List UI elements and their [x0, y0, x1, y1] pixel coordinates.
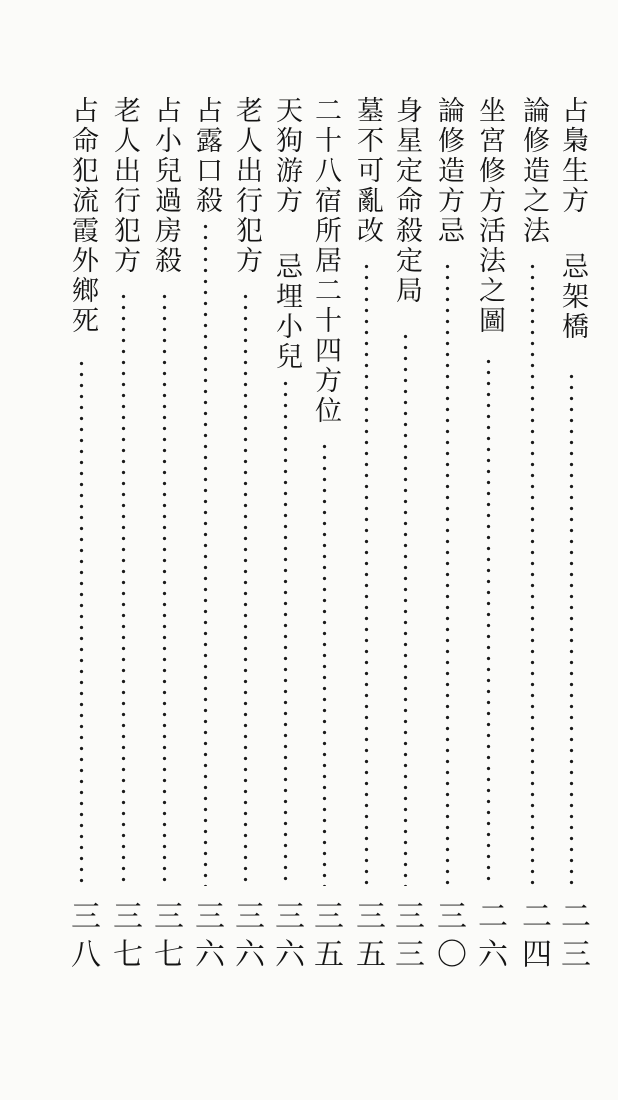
dot-leader — [486, 356, 491, 886]
toc-entry[interactable] — [305, 96, 345, 976]
page-number: 三六 — [189, 900, 224, 976]
dot-leader — [121, 291, 126, 886]
toc-entry[interactable] — [186, 96, 226, 976]
entry-title-text: 身星定命殺定局 — [391, 96, 422, 306]
toc-entry[interactable] — [62, 96, 102, 976]
entry-title — [145, 96, 185, 276]
entry-title-text: 論修造方忌 — [433, 96, 464, 246]
entry-title — [305, 96, 345, 426]
entry-subtitle: 忌架橋 — [557, 252, 588, 342]
entry-title — [266, 96, 306, 372]
toc-entry[interactable] — [145, 96, 185, 976]
entry-title-text: 占命犯流霞外鄉死 — [67, 96, 98, 336]
page-number: 三三 — [389, 900, 424, 976]
toc-entry[interactable] — [226, 96, 266, 976]
entry-title — [552, 96, 592, 342]
dot-leader — [283, 378, 288, 886]
dot-leader — [530, 261, 535, 886]
dot-leader — [569, 371, 574, 886]
entry-title-text: 坐宮修方活法之圖 — [474, 96, 505, 336]
dot-leader — [364, 261, 369, 886]
page-number: 三五 — [350, 900, 385, 976]
page-number: 二六 — [472, 900, 507, 976]
entry-title — [428, 96, 468, 246]
dot-leader — [445, 261, 450, 886]
dot-leader — [79, 358, 84, 886]
page-number: 三六 — [229, 900, 264, 976]
dot-leader — [403, 331, 408, 886]
toc-entry[interactable] — [386, 96, 426, 976]
entry-title — [226, 96, 266, 276]
entry-title — [513, 96, 553, 246]
entry-title-text: 天狗游方 — [271, 96, 302, 216]
page-number: 二四 — [516, 900, 551, 976]
page-number: 三八 — [65, 900, 100, 976]
toc-entry[interactable] — [266, 96, 306, 976]
entry-title — [62, 96, 102, 336]
entry-title-text: 占梟生方 — [557, 96, 588, 216]
page-number: 三七 — [107, 900, 142, 976]
page-number: 三五 — [308, 900, 343, 976]
entry-title — [104, 96, 144, 276]
entry-title-text: 二十八宿所居二十四方位 — [310, 96, 341, 426]
page-number: 三七 — [148, 900, 183, 976]
page-number: 三〇 — [431, 900, 466, 976]
entry-subtitle: 忌埋小兒 — [271, 252, 302, 372]
entry-title — [347, 96, 387, 246]
entry-title-text: 老人出行犯方 — [109, 96, 140, 276]
toc-entry[interactable] — [104, 96, 144, 976]
entry-title-text: 占露口殺 — [191, 96, 222, 216]
dot-leader — [203, 221, 208, 886]
page-number: 三六 — [269, 900, 304, 976]
entry-title-text: 占小兒過房殺 — [150, 96, 181, 276]
entry-title — [186, 96, 226, 216]
entry-title-text: 墓不可亂改 — [352, 96, 383, 246]
dot-leader — [243, 291, 248, 886]
entry-title — [386, 96, 426, 306]
toc-entry[interactable] — [552, 96, 592, 976]
dot-leader — [322, 441, 327, 886]
entry-title — [469, 96, 509, 336]
entry-title-text: 老人出行犯方 — [231, 96, 262, 276]
toc-entry[interactable] — [428, 96, 468, 976]
page-number: 二三 — [555, 900, 590, 976]
toc-entry[interactable] — [513, 96, 553, 976]
dot-leader — [162, 291, 167, 886]
entry-title-text: 論修造之法 — [518, 96, 549, 246]
toc-entry[interactable] — [347, 96, 387, 976]
toc-entry[interactable] — [469, 96, 509, 976]
